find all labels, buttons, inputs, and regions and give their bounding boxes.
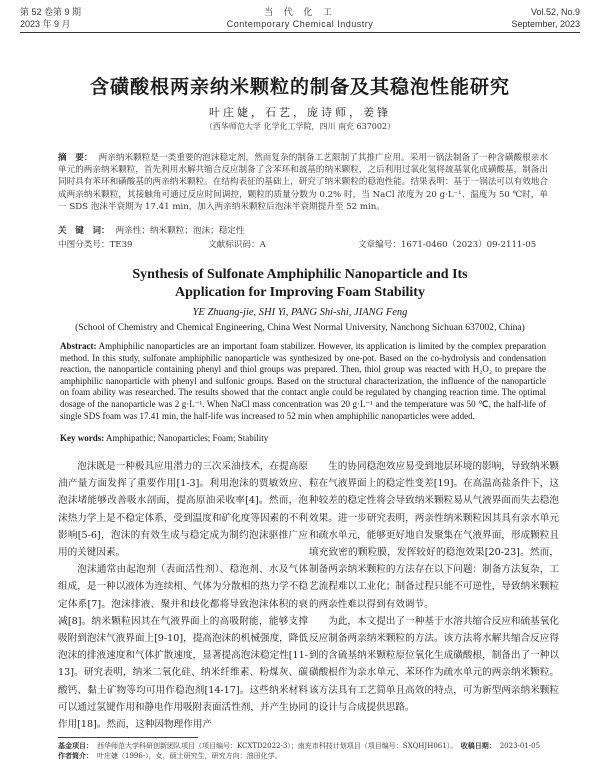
journal-name-en: Contemporary Chemical Industry (226, 19, 374, 29)
header-center (20, 6, 580, 30)
body-column-left (58, 458, 308, 733)
fund-label: 基金项目： (58, 742, 93, 750)
keywords-en (60, 433, 546, 443)
received-label: 收稿日期： (460, 742, 496, 750)
abstract-cn (58, 152, 548, 213)
date-en: September, 2023 (511, 19, 580, 29)
issue-cn: 第 52 卷第 9 期 (20, 7, 82, 17)
title-en-line1: Synthesis of Sulfonate Amphiphilic Nanoparticle and Its (132, 267, 468, 282)
authors-en: YE Zhuang-jie, SHI Yi, PANG Shi-shi, JIANG Feng (192, 307, 408, 318)
keywords-cn-label: 关 键 词： (58, 226, 110, 236)
volume-en: Vol.52, No.9 (530, 7, 580, 17)
keywords-cn-text: 两亲性；纳米颗粒；泡沫；稳定性 (115, 226, 245, 236)
body-paragraph: 泡沫既是一种极具应用潜力的三次采油技术，在提高原油产量方面发挥了重要作用[1-3]。利用泡沫的贾敏效应、泡沫堵能够改善吸水剖面，提高原油采收率[4]。然而，泡沫热力学上是不稳定体系，受到温度和矿化度等因素的不利影响[5-6]，泡沫的有效生成与稳定成为制约泡沫驱推广应用的关键因素。 (58, 461, 308, 559)
affiliation-en: (School of Chemistry and Chemical Engineering, China West Normal University, Nanchong Sichuan 637002, China) (75, 322, 525, 333)
abstract-en (60, 341, 546, 422)
body-column-right (309, 458, 559, 716)
document-code: 文献标识码：A (208, 240, 266, 250)
fund-text: 西华师范大学科研创新团队项目（项目编号：KCXTD2022-3）；南充市科技计划项目（项目编号：SXQHJH061）。 (97, 742, 454, 750)
footnote-rule (58, 737, 198, 738)
abstract-en-text: Amphiphilic nanoparticles are an important foam stabilizer. However, its application is limited by the complex preparation method. In this study, sulfonate amphiphilic nanoparticle was synthesized by one-pot. Based on the co-hydrolysis and condensation reaction, the nanoparticle containing phenyl and thiol groups was prepared. Then, thiol group was reacted with H₂O₂ to prepare the amphiphilic nanoparticle with phenyl and sulfonic groups. Based on the structural characterization, the influence of the nanoparticle on foam ability was researched. The results showed that the contact angle could be regulated by changing reaction time. The optimal dosage of the nanoparticle was 2 g·L⁻¹. When NaCl mass concentration was 20 g·L⁻¹ and the temperature was 50 ℃, the half-life of single SDS foam was 17.41 min, the half-life was increased to 52 min when amphiphilic nanoparticles were added. (60, 341, 546, 421)
abstract-cn-text: 两亲纳米颗粒是一类重要的泡沫稳定剂，然而复杂的制备工艺限制了其推广应用。采用一锅法制备了一种含磺酸根亲水单元的两亲纳米颗粒，首先利用水解共缩合反应制备了含苯环和巯基的纳米颗粒，之后利用过氧化氢将巯基氧化成磺酸基，制备出同时具有苯环和磺酸基的两亲纳米颗粒。在结构表征的基础上，研究了纳米颗粒的稳泡性能。结果表明：基于一锅法可以有效地合成两亲纳米颗粒，其接触角可通过反应时间调控，颗粒的质量分数为 0.2% 时，当 NaCl 浓度为 20 g·L⁻¹、温度为 50 ℃时，单一 SDS 泡沫半衰期为 17.41 min，加入两亲纳米颗粒后泡沫半衰期提升至 52 min。 (58, 153, 548, 212)
title-en-line2: Application for Improving Foam Stability (175, 285, 425, 300)
authors-cn: 叶庄婕，石艺，庞诗师，姜锋 (209, 106, 391, 119)
keywords-cn (58, 224, 548, 236)
header-rule (20, 32, 580, 33)
received-date: 2023-01-05 (499, 742, 541, 750)
body-paragraph: 为此，本文提出了一种基于水溶共缩合反应和硫基氧化反应制备两亲纳米颗粒的方法。该方法将水解共缩合反应得到的含硫基纳米颗粒原位氧化生成磺酸根，制备出了一种以磺酸根作为亲水单元、苯环作为疏水单元的两亲纳米颗粒。该方法具有工艺简单且高效的特点，可为新型两亲纳米颗粒的设计与合成提供思路。 (309, 615, 559, 713)
author-bio-label: 作者简介： (58, 752, 93, 760)
header-right (511, 6, 580, 30)
author-bio-text: 叶庄婕（1996-），女，硕士研究生，研究方向：油田化学。 (97, 752, 282, 760)
footnote (58, 741, 558, 761)
affiliation-cn: （西华师范大学 化学化工学院，四川 南充 637002） (204, 122, 396, 131)
abstract-en-label: Abstract: (60, 341, 97, 351)
body-paragraph: 泡沫通常由起泡剂（表面活性剂）、稳泡剂、水及气体组成，是一种以液体为连续相、气体为分散相的热力学不稳定体系[7]。泡沫排液、聚并和歧化都将导致泡沫体积的衰减[8]。纳米颗粒因其在气液界面上的高吸附能，能够支撑吸附到泡沫气液界面上[9-10]，提高泡沫的机械强度，降低泡沫的排液速度和气体扩散速度，显著提高泡沫稳定性[11-13]。研究表明，纳米二氧化硅、纳米纤维素、粉煤灰、碳酸钙、黏土矿物等均可用作稳泡剂[14-17]。这些纳米材料可以通过氢键作用和静电作用吸附表面活性剂，并产生协同作用[18]。然而，这种因物理作用产 (58, 564, 308, 731)
journal-name-cn: 当 代 化 工 (264, 7, 336, 17)
keywords-en-label: Key words: (60, 433, 105, 443)
paper-title-en (20, 266, 580, 302)
clc-number: 中图分类号：TE39 (58, 240, 133, 250)
keywords-en-text: Amphipathic; Nanoparticles; Foam; Stability (106, 433, 269, 443)
article-number: 文章编号：1671-0460（2023）09-2111-05 (358, 240, 537, 250)
paper-title-cn: 含磺酸根两亲纳米颗粒的制备及其稳泡性能研究 (89, 76, 510, 98)
date-cn: 2023 年 9 月 (20, 19, 71, 29)
footnote-fund (58, 741, 558, 751)
footnote-author (58, 751, 558, 761)
body-paragraph: 生的协同稳泡效应易受到地层环境的影响，导致纳米颗粒在气液界面上的稳定性变差[19]。在高温高盐条件下，这种较差的稳定性将会导致纳米颗粒易从气液界面而失去稳泡效果。进一步研究表明，两亲性纳米颗粒因其具有亲水单元和疏水单元，能够更好地自发聚集在气液界面，形成颗粒且填充致密的颗粒膜，发挥较好的稳泡效果[20-23]。然而，制备两亲纳米颗粒的方法存在以下问题：制备方法复杂，工艺流程难以工业化；制备过程只能不可逆性，导致纳米颗粒的两亲性难以得到有效调节。 (309, 461, 559, 610)
abstract-cn-label: 摘 要： (58, 153, 93, 163)
